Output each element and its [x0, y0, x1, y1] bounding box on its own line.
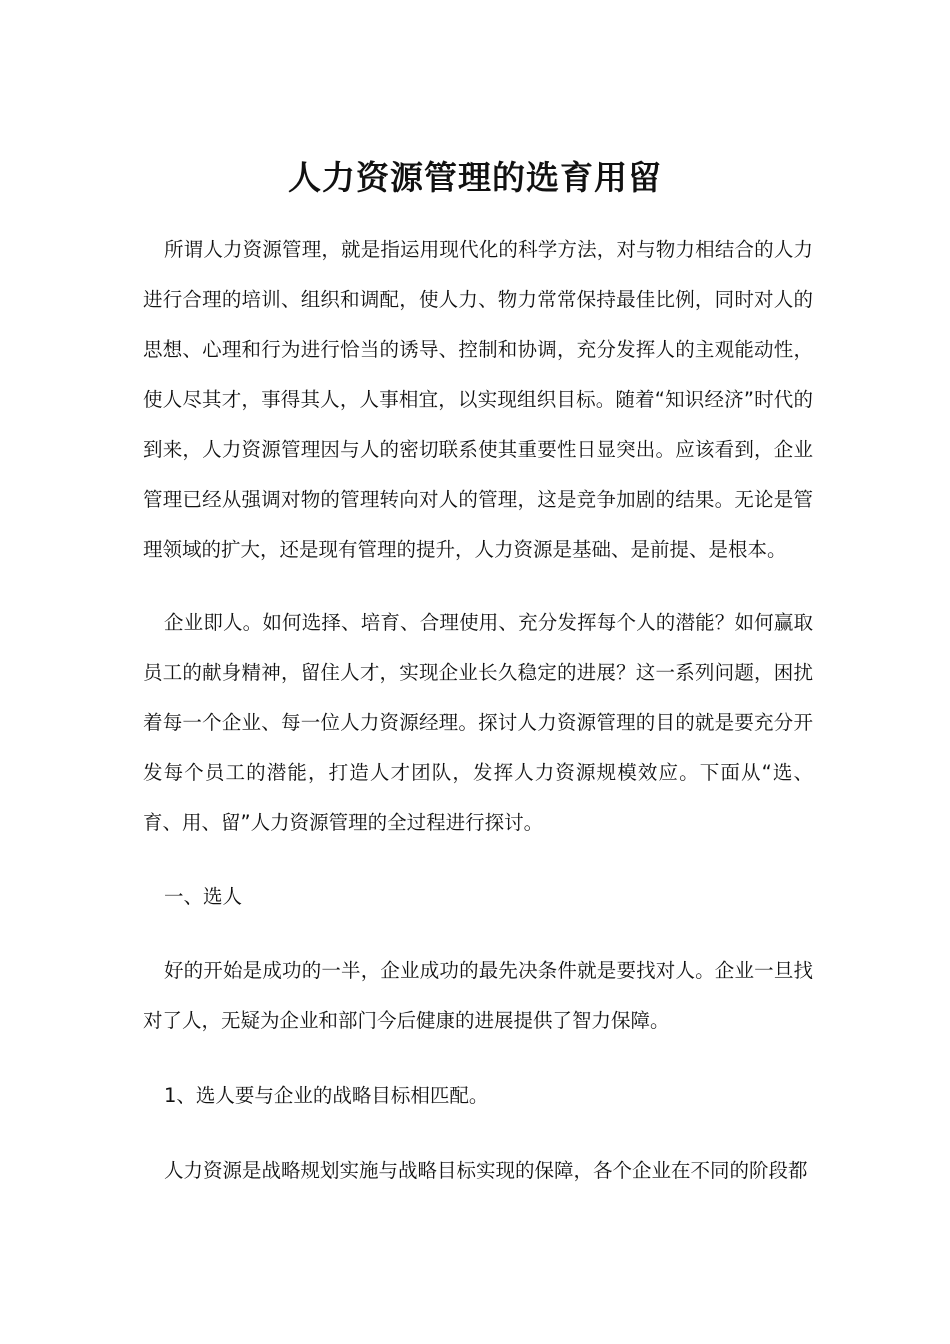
intro-paragraph: 所谓人力资源管理，就是指运用现代化的科学方法，对与物力相结合的人力进行合理的培训、组织和调配，使人力、物力常常保持最佳比例，同时对人的思想、心理和行为进行恰当的诱导、控制和协调，充分发挥人的主观能动性，使人尽其才，事得其人，人事相宜，以实现组织目标。随着“知识经济”时代的到来，人力资源管理因与人的密切联系使其重要性日显突出。应该看到，企业管理已经从强调对物的管理转向对人的管理，这是竞争加剧的结果。无论是管理领域的扩大，还是现有管理的提升，人力资源是基础、是前提、是根本。 — [143, 238, 813, 561]
sub-paragraph: 人力资源是战略规划实施与战略目标实现的保障，各个企业在不同的阶段都 — [164, 1159, 808, 1182]
document-title: 人力资源管理的选育用留 — [288, 158, 662, 197]
subheading: 1、选人要与企业的战略目标相匹配。 — [164, 1084, 489, 1107]
section-heading: 一、选人 — [164, 885, 243, 908]
section-paragraph: 好的开始是成功的一半，企业成功的最先决条件就是要找对人。企业一旦找对了人，无疑为企业和部门今后健康的进展提供了智力保障。 — [143, 959, 813, 1032]
second-paragraph: 企业即人。如何选择、培育、合理使用、充分发挥每个人的潜能？如何赢取员工的献身精神，留住人才，实现企业长久稳定的进展？这一系列问题，困扰着每一个企业、每一位人力资源经理。探讨人力资源管理的目的就是要充分开发每个员工的潜能，打造人才团队，发挥人力资源规模效应。下面从“选、育、用、留”人力资源管理的全过程进行探讨。 — [143, 611, 813, 834]
